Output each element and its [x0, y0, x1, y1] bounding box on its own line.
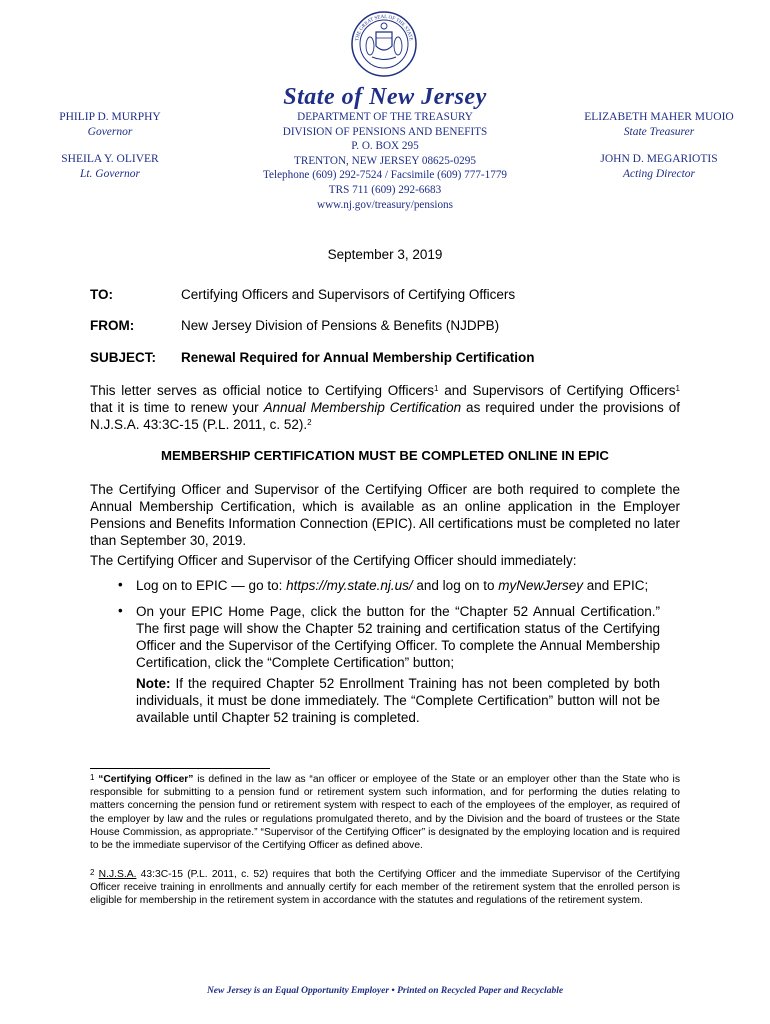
- to-label: TO:: [90, 287, 113, 302]
- intro-paragraph: This letter serves as official notice to Certifying Officers$^1$ and Supervisors of Certifying Officers$^1$ that it is time to renew your Annual Membership Certification as required under the provisions of N.J.S.A. 43:3C-15 (P.L. 2011, c. 52).$^2$: [90, 383, 680, 432]
- state-name-title: State of New Jersey: [283, 84, 487, 110]
- epic-link[interactable]: https://my.state.nj.us/: [286, 578, 413, 593]
- governor-name: PHILIP D. MURPHY: [59, 111, 161, 123]
- website: www.nj.gov/treasury/pensions: [317, 198, 453, 211]
- bullet-item-epic-home: On your EPIC Home Page, click the button for the “Chapter 52 Annual Certification.” The first page will show the Chapter 52 training and certification status of the Certifying Officer and the Supervisor of the Certifying Officer. To complete the Annual Membership Certification, click the “Complete Certification” button;: [136, 604, 660, 670]
- to-value: Certifying Officers and Supervisors of Certifying Officers: [181, 287, 516, 302]
- requirement-paragraph: The Certifying Officer and Supervisor of the Certifying Officer are both required to complete the Annual Membership Certification, which is available as an online application in the Employer Pensions and Benefits Information Connection (EPIC). All certifications must be completed no later than September 30, 2019.: [90, 482, 680, 548]
- po-box: P. O. BOX 295: [351, 140, 419, 153]
- lt-governor-title: Lt. Governor: [79, 168, 141, 180]
- governor-title: Governor: [87, 126, 133, 138]
- bullet-item-login: Log on to EPIC — go to: https://my.state.nj.us/ and log on to myNewJersey and EPIC;: [136, 578, 649, 593]
- phone-fax: Telephone (609) 292-7524 / Facsimile (609) 777-1779: [262, 169, 508, 182]
- seal-icon: [350, 10, 418, 78]
- section-heading: MEMBERSHIP CERTIFICATION MUST BE COMPLETED ONLINE IN EPIC: [161, 448, 609, 463]
- department-block: [230, 110, 540, 212]
- director-title: Acting Director: [622, 168, 696, 180]
- trs-line: TRS 711 (609) 292-6683: [328, 183, 442, 196]
- footnote-2: $^2$ N.J.S.A. 43:3C-15 (P.L. 2011, c. 52) requires that both the Certifying Officer and the immediate Supervisor of the Certifying Officer receive training in enrollments and annually certify for each member of the retirement system that the enrolled person is eligible for membership in the retirement system in accordance with the statutes and regulations of the retirement system.: [90, 868, 680, 907]
- footnote-1: $^1$ “Certifying Officer” is defined in the law as “an officer or employee of the State or an employer other than the State who is responsible for submitting to a pension fund or retirement system such information, and for performing the duties relating to matters concerning the pension fund or retirement system with respect to each of the employees of the employer, as required of the employer by law and the rules or regulations promulgated thereto, and by the Division and the board of trustees or the State House Commission, as appropriate.” “Supervisor of the Certifying Officer” is designated by the employing location and is required to be the immediate supervisor of the Certifying Officer as defined above.: [90, 773, 680, 852]
- department-name: DEPARTMENT OF THE TREASURY: [297, 111, 473, 123]
- lt-governor-block: [40, 152, 180, 182]
- governor-block: [40, 110, 180, 140]
- treasurer-name: ELIZABETH MAHER MUOIO: [584, 111, 734, 123]
- director-block: [584, 152, 734, 182]
- division-name: DIVISION OF PENSIONS AND BENEFITS: [282, 125, 488, 138]
- treasurer-title: State Treasurer: [623, 126, 695, 138]
- instructions-intro: The Certifying Officer and Supervisor of the Certifying Officer should immediately:: [90, 553, 577, 568]
- treasurer-block: [584, 110, 734, 140]
- bullet-dot: •: [118, 603, 123, 618]
- footnote-divider: [90, 768, 270, 769]
- seal-lettering: THE GREAT SEAL OF THE STATE: [355, 14, 413, 42]
- note-paragraph: Note: If the required Chapter 52 Enrollment Training has not been completed by both individuals, it must be done immediately. The “Complete Certification” button will not be available until Chapter 52 training is completed.: [136, 676, 660, 725]
- from-value: New Jersey Division of Pensions & Benefits (NJDPB): [181, 318, 500, 333]
- city-address: TRENTON, NEW JERSEY 08625-0295: [294, 154, 476, 167]
- subject-label: SUBJECT:: [90, 350, 157, 365]
- state-seal: [350, 10, 418, 78]
- subject-value: Renewal Required for Annual Membership Certification: [181, 350, 535, 365]
- from-label: FROM:: [90, 318, 135, 333]
- director-name: JOHN D. MEGARIOTIS: [600, 153, 718, 165]
- bullet-dot: •: [118, 577, 123, 592]
- footer-statement: New Jersey is an Equal Opportunity Employer • Printed on Recycled Paper and Recyclable: [206, 986, 564, 996]
- letter-date: September 3, 2019: [327, 247, 443, 262]
- lt-governor-name: SHEILA Y. OLIVER: [61, 153, 159, 165]
